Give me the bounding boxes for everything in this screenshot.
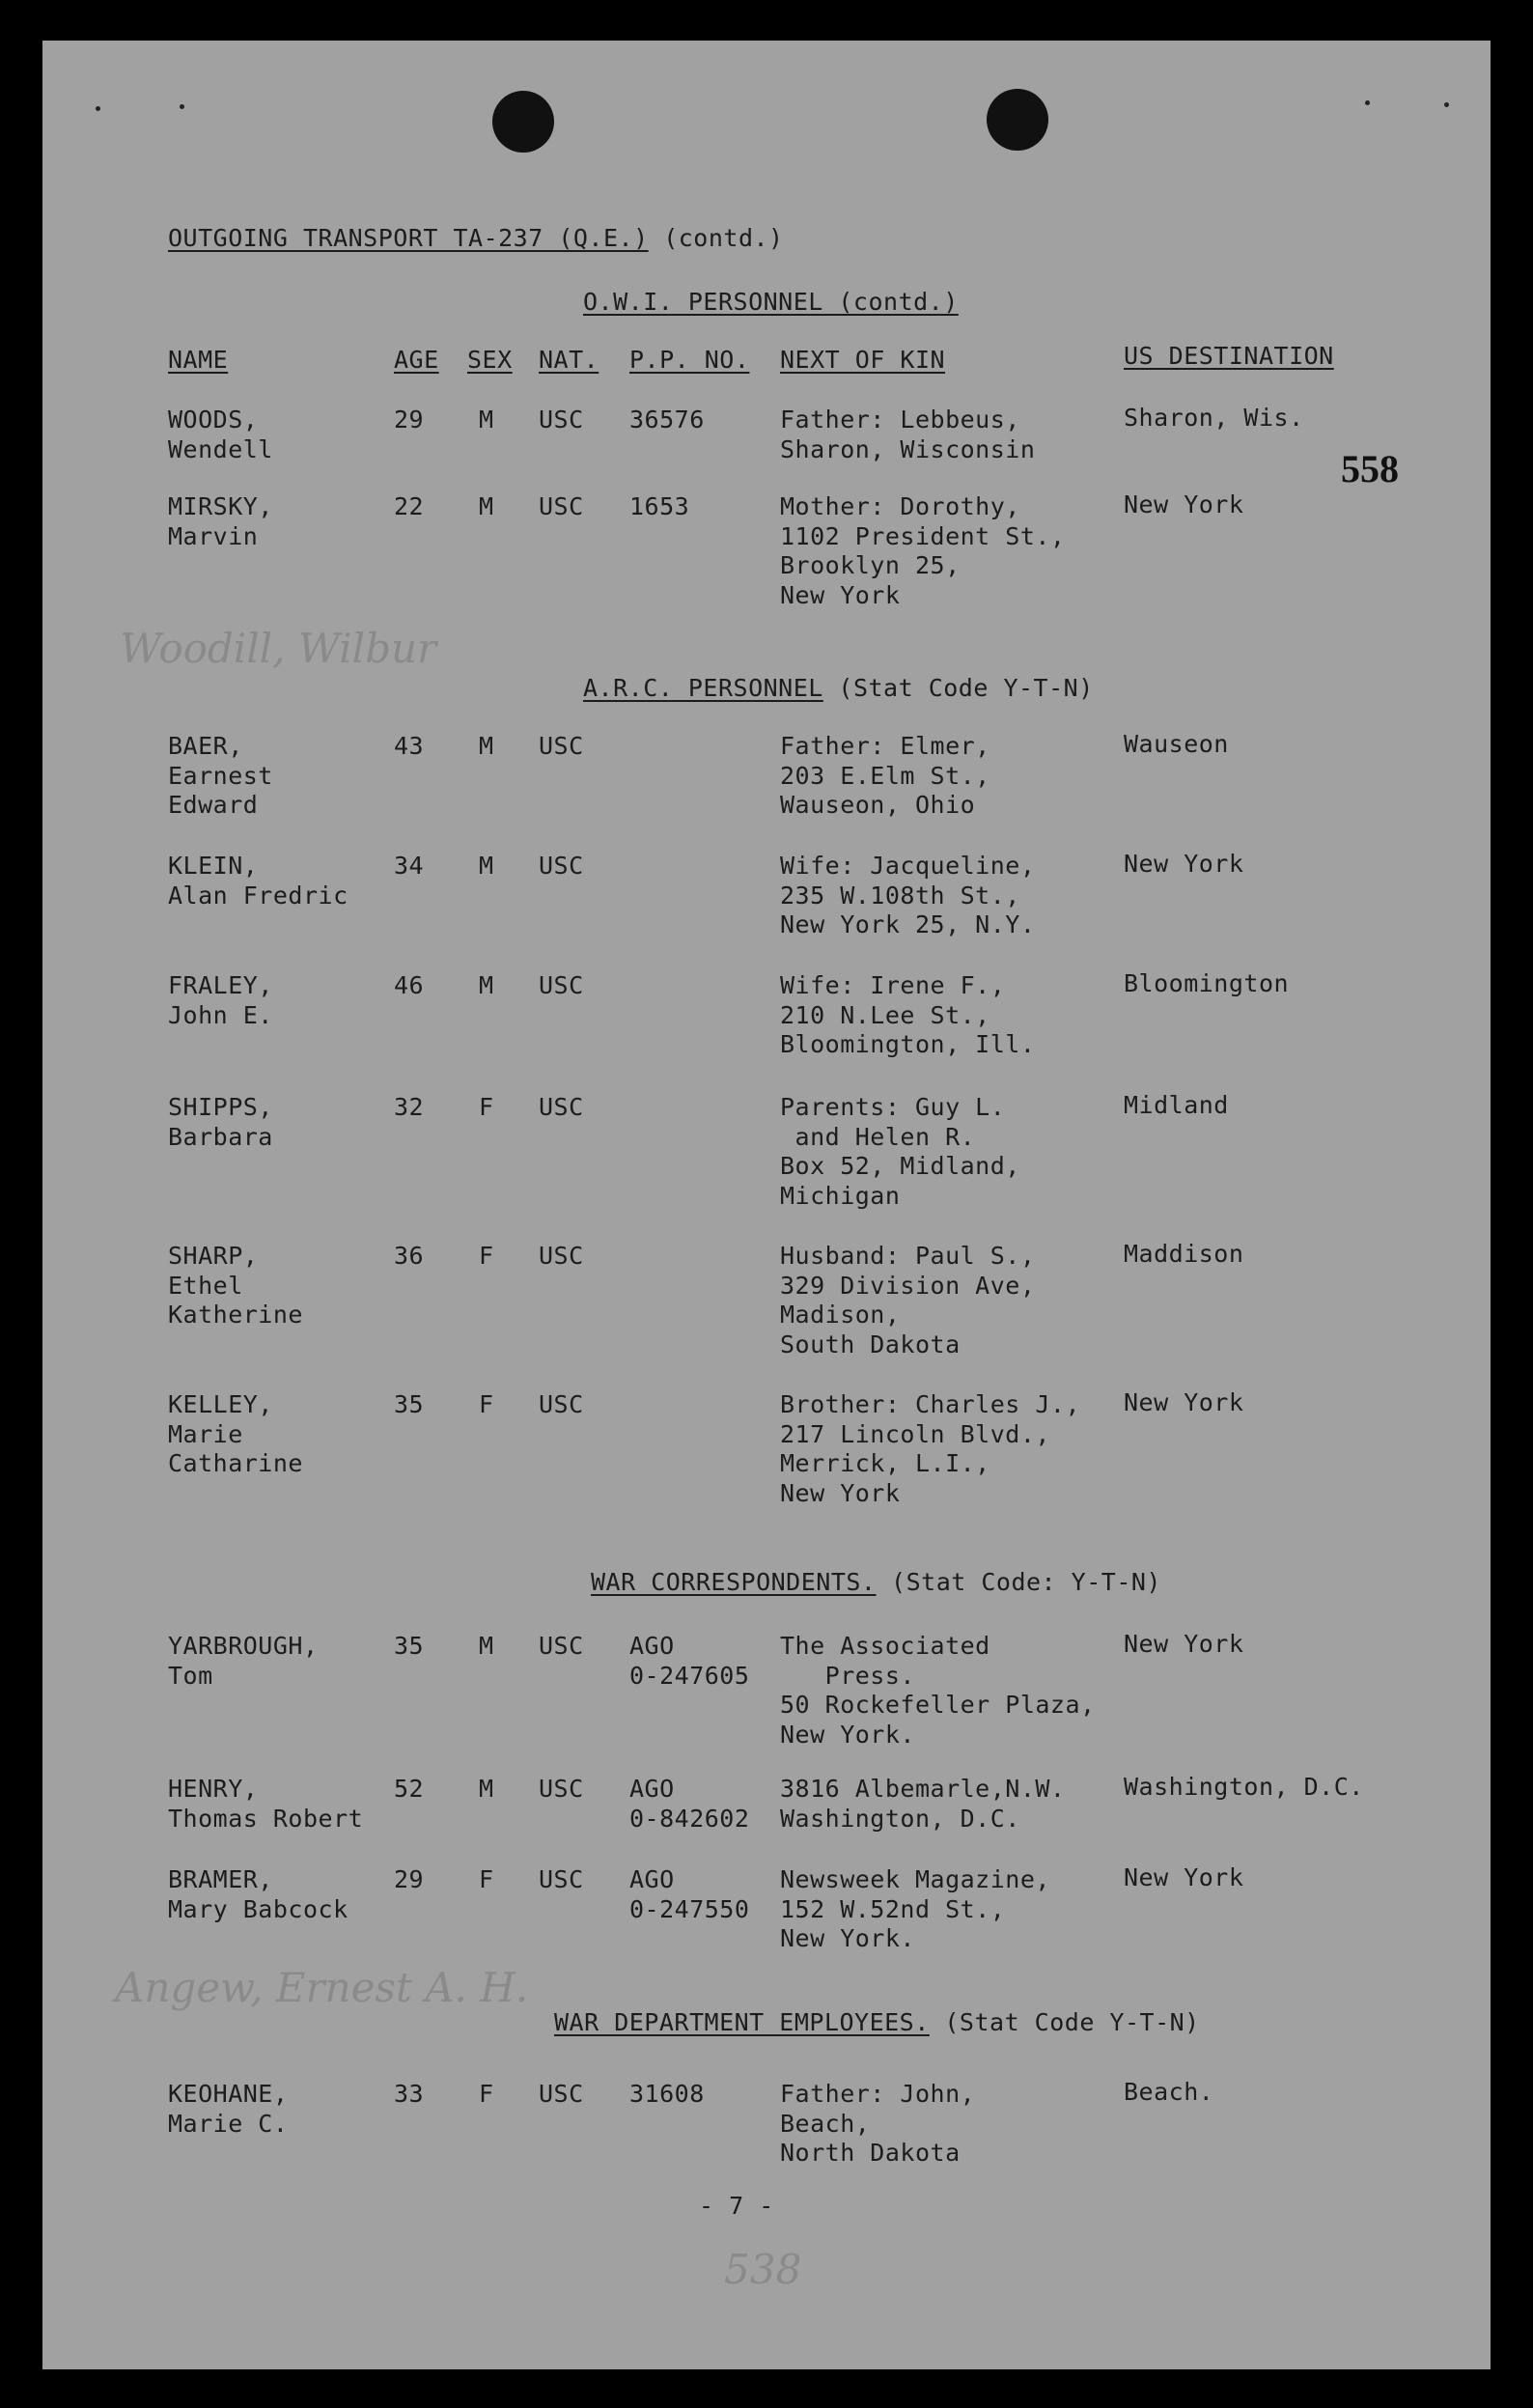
speck (180, 104, 184, 109)
passport-number: 31608 (629, 2080, 705, 2108)
next-of-kin: 235 W.108th St., (780, 881, 1020, 910)
person-nationality: USC (539, 1093, 584, 1121)
us-destination: Washington, D.C. (1124, 1773, 1364, 1801)
next-of-kin: Husband: Paul S., (780, 1242, 1036, 1270)
us-destination: New York (1124, 490, 1244, 518)
us-destination: Beach. (1124, 2078, 1214, 2106)
person-name: Katherine (168, 1301, 303, 1329)
person-name: KEOHANE, (168, 2080, 289, 2108)
person-age: 32 (394, 1093, 425, 1121)
person-name: Catharine (168, 1449, 303, 1477)
person-age: 29 (394, 406, 425, 434)
next-of-kin: Newsweek Magazine, (780, 1865, 1050, 1893)
person-nationality: USC (539, 1775, 584, 1803)
col-header-dest: US DESTINATION (1124, 342, 1334, 370)
next-of-kin: Beach, (780, 2109, 871, 2138)
document-title-suffix: (contd.) (663, 224, 784, 252)
handwritten-note-1: Woodill, Wilbur (120, 625, 437, 672)
section-stat-code: (Stat Code Y-T-N) (944, 2008, 1200, 2036)
next-of-kin: and Helen R. (780, 1122, 976, 1151)
next-of-kin: Sharon, Wisconsin (780, 434, 1036, 463)
us-destination: New York (1124, 1630, 1244, 1658)
next-of-kin: Merrick, L.I., (780, 1449, 990, 1477)
next-of-kin: Father: Lebbeus, (780, 406, 1020, 434)
person-sex: M (479, 1632, 494, 1660)
col-header-name: NAME (168, 346, 229, 374)
section-stat-code: (Stat Code Y-T-N) (838, 674, 1094, 702)
next-of-kin: North Dakota (780, 2139, 961, 2167)
person-age: 29 (394, 1865, 425, 1893)
person-sex: F (479, 1093, 494, 1121)
us-destination: New York (1124, 850, 1244, 878)
col-header-sex: SEX (467, 346, 513, 374)
person-nationality: USC (539, 1390, 584, 1418)
person-age: 43 (394, 732, 425, 760)
person-nationality: USC (539, 406, 584, 434)
us-destination: New York (1124, 1388, 1244, 1416)
person-nationality: USC (539, 1865, 584, 1893)
punch-hole-left (492, 91, 554, 153)
person-name: Alan Fredric (168, 881, 348, 910)
passport-number: 36576 (629, 406, 705, 434)
next-of-kin: 3816 Albemarle,N.W. (780, 1775, 1066, 1803)
passport-number: 0-247605 (629, 1661, 750, 1690)
person-age: 34 (394, 852, 425, 880)
next-of-kin: New York (780, 580, 901, 609)
section-heading (583, 288, 973, 318)
person-age: 35 (394, 1390, 425, 1418)
person-nationality: USC (539, 492, 584, 520)
us-destination: Bloomington (1124, 969, 1290, 997)
next-of-kin: Michigan (780, 1181, 901, 1210)
person-sex: M (479, 852, 494, 880)
passport-number: 1653 (629, 492, 690, 520)
person-name: John E. (168, 1000, 273, 1029)
person-age: 46 (394, 971, 425, 999)
person-name: Ethel (168, 1271, 243, 1300)
next-of-kin: Father: John, (780, 2080, 976, 2108)
person-name: WOODS, (168, 406, 259, 434)
next-of-kin: The Associated (780, 1632, 990, 1660)
person-sex: F (479, 1242, 494, 1270)
next-of-kin: Madison, (780, 1301, 901, 1329)
passport-number: AGO (629, 1775, 675, 1803)
person-age: 35 (394, 1632, 425, 1660)
person-name: Marie (168, 1419, 243, 1448)
speck (96, 106, 100, 111)
next-of-kin: New York 25, N.Y. (780, 910, 1036, 938)
next-of-kin: Wauseon, Ohio (780, 791, 976, 819)
next-of-kin: Brother: Charles J., (780, 1390, 1081, 1418)
person-name: MIRSKY, (168, 492, 273, 520)
next-of-kin: Parents: Guy L. (780, 1093, 1006, 1121)
punch-hole-right (987, 89, 1048, 151)
us-destination: Wauseon (1124, 730, 1229, 758)
section-heading (583, 674, 1094, 704)
next-of-kin: 152 W.52nd St., (780, 1894, 1006, 1923)
document-title-line (168, 224, 784, 254)
next-of-kin: Washington, D.C. (780, 1804, 1020, 1833)
us-destination: New York (1124, 1863, 1244, 1891)
person-name: Marie C. (168, 2109, 289, 2138)
person-name: Thomas Robert (168, 1804, 364, 1833)
person-name: KELLEY, (168, 1390, 273, 1418)
passport-number: 0-842602 (629, 1804, 750, 1833)
next-of-kin: 210 N.Lee St., (780, 1000, 990, 1029)
person-name: BRAMER, (168, 1865, 273, 1893)
col-header-nat: NAT. (539, 346, 599, 374)
section-heading-title: WAR DEPARTMENT EMPLOYEES. (554, 2008, 930, 2036)
handwritten-note-2: Angew, Ernest A. H. (115, 1964, 529, 2011)
person-name: SHIPPS, (168, 1093, 273, 1121)
person-name: Earnest (168, 761, 273, 790)
section-heading (591, 1568, 1161, 1598)
document-title: OUTGOING TRANSPORT TA-237 (Q.E.) (168, 224, 649, 252)
next-of-kin: New York. (780, 1924, 915, 1952)
person-nationality: USC (539, 1632, 584, 1660)
next-of-kin: New York. (780, 1720, 915, 1749)
passport-number: 0-247550 (629, 1894, 750, 1923)
speck (1365, 100, 1370, 105)
next-of-kin: South Dakota (780, 1330, 961, 1358)
us-destination: Sharon, Wis. (1124, 404, 1304, 432)
col-header-kin: NEXT OF KIN (780, 346, 946, 374)
person-name: Mary Babcock (168, 1894, 348, 1923)
person-name: Wendell (168, 434, 273, 463)
next-of-kin: Wife: Irene F., (780, 971, 1006, 999)
person-age: 36 (394, 1242, 425, 1270)
section-heading (554, 2008, 1200, 2038)
section-heading-title: O.W.I. PERSONNEL (contd.) (583, 288, 959, 316)
next-of-kin: Box 52, Midland, (780, 1152, 1020, 1180)
person-name: YARBROUGH, (168, 1632, 319, 1660)
next-of-kin: Bloomington, Ill. (780, 1030, 1036, 1058)
person-sex: M (479, 492, 494, 520)
person-name: SHARP, (168, 1242, 259, 1270)
person-name: HENRY, (168, 1775, 259, 1803)
section-stat-code: (Stat Code: Y-T-N) (891, 1568, 1161, 1596)
us-destination: Maddison (1124, 1240, 1244, 1268)
speck (1444, 102, 1449, 107)
section-heading-title: A.R.C. PERSONNEL (583, 674, 823, 702)
person-name: Tom (168, 1661, 213, 1690)
person-name: Edward (168, 791, 259, 819)
person-name: FRALEY, (168, 971, 273, 999)
person-sex: M (479, 732, 494, 760)
passport-number: AGO (629, 1632, 675, 1660)
us-destination: Midland (1124, 1091, 1229, 1119)
person-nationality: USC (539, 852, 584, 880)
person-sex: M (479, 971, 494, 999)
col-header-pp: P.P. NO. (629, 346, 750, 374)
person-name: BAER, (168, 732, 243, 760)
person-age: 52 (394, 1775, 425, 1803)
person-nationality: USC (539, 2080, 584, 2108)
page-number: - 7 - (699, 2192, 774, 2220)
person-nationality: USC (539, 971, 584, 999)
section-heading-title: WAR CORRESPONDENTS. (591, 1568, 877, 1596)
person-nationality: USC (539, 732, 584, 760)
person-name: Marvin (168, 521, 259, 550)
next-of-kin: 50 Rockefeller Plaza, (780, 1691, 1096, 1719)
person-age: 33 (394, 2080, 425, 2108)
next-of-kin: New York (780, 1478, 901, 1507)
next-of-kin: Mother: Dorothy, (780, 492, 1020, 520)
next-of-kin: Press. (780, 1661, 915, 1690)
person-sex: M (479, 1775, 494, 1803)
next-of-kin: Father: Elmer, (780, 732, 990, 760)
next-of-kin: 1102 President St., (780, 521, 1066, 550)
next-of-kin: 329 Division Ave, (780, 1271, 1036, 1300)
col-header-age: AGE (394, 346, 439, 374)
person-sex: F (479, 2080, 494, 2108)
next-of-kin: Brooklyn 25, (780, 551, 961, 579)
person-nationality: USC (539, 1242, 584, 1270)
page-stamp-number: 558 (1341, 447, 1399, 490)
handwritten-note-3: 538 (724, 2246, 802, 2293)
person-age: 22 (394, 492, 425, 520)
person-name: KLEIN, (168, 852, 259, 880)
document-page (42, 41, 1491, 2369)
next-of-kin: 217 Lincoln Blvd., (780, 1419, 1050, 1448)
person-sex: F (479, 1865, 494, 1893)
person-sex: F (479, 1390, 494, 1418)
person-name: Barbara (168, 1122, 273, 1151)
next-of-kin: Wife: Jacqueline, (780, 852, 1036, 880)
passport-number: AGO (629, 1865, 675, 1893)
next-of-kin: 203 E.Elm St., (780, 761, 990, 790)
person-sex: M (479, 406, 494, 434)
